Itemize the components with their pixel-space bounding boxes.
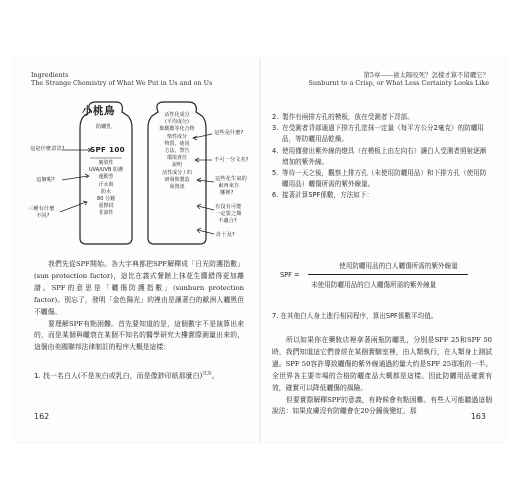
step-number: 3. [272, 124, 279, 133]
claim-line: 運動型 [98, 174, 114, 181]
procedure-step-1 [34, 371, 219, 381]
procedure-step [272, 112, 492, 123]
sunscreen-bottles-illustration [28, 98, 250, 248]
annotation-origin-1: 這些花生氣的 [215, 176, 247, 182]
formula-lhs: SPF = [280, 271, 300, 279]
bottle-brand-name: 小桃鳥 [82, 105, 115, 117]
left-page [14, 58, 259, 442]
procedure-step [272, 123, 492, 145]
step-text: 製作有兩排方孔的模板，放在受測者下背部。 [282, 113, 414, 121]
step-number: 6. [272, 191, 279, 200]
formula-denominator: 未使用防曬用品的白人曬傷所需的紫外線量 [311, 281, 437, 289]
right-bottle-ingredients [150, 112, 204, 191]
chapter-title: 第5章——被太陽咬死？怎樣才算不留曬它？ [363, 71, 489, 79]
step-text: 在受測者背部通過下排方孔塗抹一定量（每平方公分2毫克）的防曬用品，等防曬用品乾燥。 [282, 124, 485, 144]
left-body-text [34, 259, 244, 354]
book-subtitle: The Strange Chemistry of What We Put in Us and on Us [31, 79, 213, 87]
book-title: Ingredients [31, 71, 69, 79]
claim-line: UVA/UVB 防護 [89, 167, 123, 174]
annotation-origin-2: 東西來自 [218, 183, 240, 189]
annotation-difference-2: 不同? [36, 213, 50, 219]
annotation-what-means: 這是什麼意思? [30, 146, 65, 152]
right-page [261, 58, 506, 442]
step-text: 接著計算SPF係數，方法如下： [282, 191, 374, 200]
paragraph: 所以如果你在藥妝店裡拿著兩瓶防曬乳，分別是SPF 25和SPF 50時，我們知道這它們曾經在某個實驗室裡，由人類執行，在人類身上測試過。SPF 50容許導致曬傷的紫外線通過的量大約是SPF 25那瓶的一半。全世界各主要市場的合格防曬產品大概都是這樣。因此防曬用品確實有效，確實可以降低曬傷的風險。 [272, 336, 492, 392]
chapter-subtitle: Sunburnt to a Crisp, or What Less Certainty Looks Like [308, 79, 489, 87]
procedure-step [272, 146, 492, 168]
procedure-step [272, 190, 492, 201]
bottle-product-type: 防曬乳 [96, 124, 112, 130]
right-body-text [272, 335, 492, 418]
fraction-bar [308, 274, 468, 275]
label-line: 酞酸酯等化合物 [159, 126, 195, 133]
claim-line: 防水 [100, 188, 111, 195]
label-line: 惰性成分 [166, 133, 187, 140]
claim-line: 汗水與 [98, 181, 114, 188]
label-line: 方法、警告 [164, 148, 190, 155]
step-number: 4. [272, 146, 279, 155]
annotation-name: 不可一分文名? [214, 157, 249, 163]
paragraph: 我們先從SPF開始。各大字典都把SPF解釋成「日光防護指數」(sun protection factor)，這比在義式餐館上抹花生醬錯得更加離譜。SPF的意思是「曬傷防護指數」(sunburn protection factor)。別忘了，發明「金色陽光」的裡由是讓著白的歐洲人曬黑但不曬傷。 [34, 260, 244, 316]
annotation-this-one: 這個呢? [36, 177, 55, 183]
label-line: 環境責任 [166, 155, 187, 162]
annotation-difference-1: 三種有什麼 [28, 206, 55, 212]
step-1-text: 1. 找一名白人(不是灰白或乳白，而是像鈔印紙那麼白) [34, 372, 203, 380]
label-line: 活性化成分 [164, 112, 190, 118]
claim-line: 非油性 [98, 210, 114, 217]
claim-line: 重擦拭 [98, 203, 114, 210]
label-line: (平均成分) [165, 119, 189, 126]
step-number: 5. [272, 169, 279, 178]
left-running-head [31, 71, 212, 87]
label-line: 研發與製造 [164, 176, 190, 183]
left-bottle-ingredients [84, 160, 128, 218]
label-line: 說明 [171, 162, 182, 169]
right-page-number: 163 [470, 412, 486, 421]
annotation-last: 計十及? [216, 232, 235, 238]
annotation-possible-2: 一定要之類 [215, 211, 242, 217]
paragraph: 要理解SPF有點困難。首先要知道的是，這個數字不是演算出來的，而是某個與曬衰在某個不知名的醫學研究大樓實際測量出來的，這個由美國聯邦法律制訂的程序大概是這樣： [34, 319, 244, 352]
step-number: 2. [272, 113, 279, 121]
paragraph: 但要實際解釋SPF的意義，有時候會有點困難。有些人可能聽過這個說法：如果皮膚沒有防曬會在20分鐘後變紅，那 [272, 395, 492, 416]
book-spread [14, 58, 506, 442]
annotation-origin-3: 哪裡? [220, 190, 234, 196]
annotation-what-are-these: 這些是什麼? [214, 130, 244, 136]
label-line: 物質、使用 [164, 140, 190, 147]
claim-line: 80 分鐘 [97, 196, 115, 203]
claim-line: 廣效性 [98, 160, 114, 166]
step-text: 使用僅發出紫外線的燈具（在模板上由左向右）讓白人受測者照射逐漸增加的紫外線。 [282, 146, 487, 166]
procedure-step-7: 7. 在其他白人身上進行相同程序，算出SPF係數平均值。 [272, 312, 438, 320]
left-page-number: 162 [34, 412, 50, 421]
label-line: 活性成分 / 的 [162, 169, 192, 176]
annotation-possible-3: 不適合? [218, 218, 237, 224]
step-1-end: 。 [211, 372, 219, 380]
bottles-drawing [28, 98, 250, 248]
footnote-ref: (13) [202, 371, 212, 377]
formula-numerator: 使用防曬用品的白人曬傷所需的紫外線量 [339, 262, 458, 270]
label-line: 商資訊 [169, 184, 185, 191]
right-running-head [309, 71, 489, 87]
bottle-spf-label: SPF 100 [90, 145, 125, 154]
procedure-steps [272, 112, 492, 202]
step-text: 等待一天之後，觀察上排方孔（未使用防曬用品）和下排方孔（使用防曬用品）曬傷所需的紫外線量。 [282, 169, 487, 189]
procedure-step [272, 168, 492, 190]
annotation-possible-1: 有沒有可能 [215, 204, 242, 210]
spf-formula [272, 256, 492, 296]
